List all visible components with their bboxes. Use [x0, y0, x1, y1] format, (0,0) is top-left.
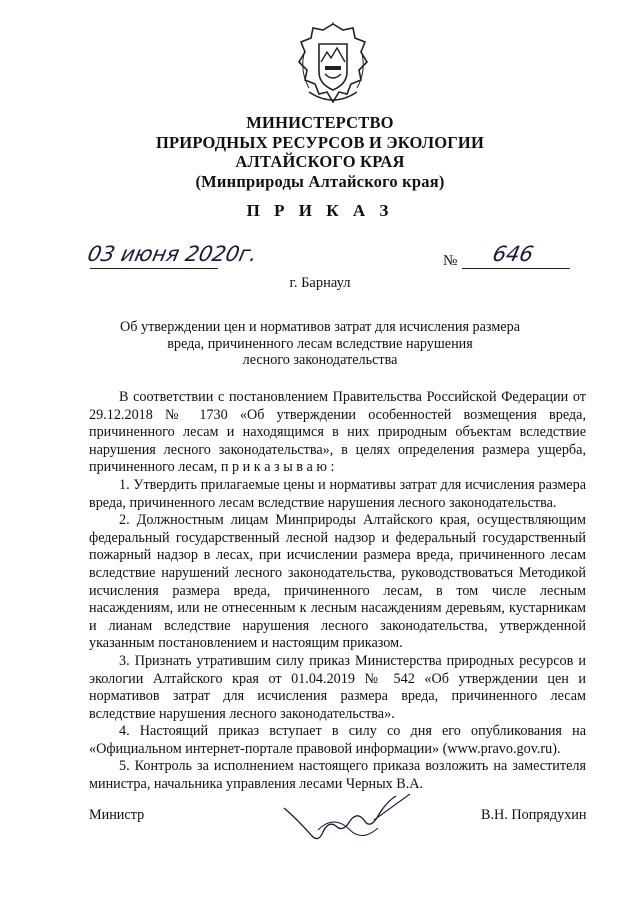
preamble-paragraph: В соответствии с постановлением Правительства Российской Федерации от 29.12.2018 № 1730 «Об утверждении особенностей возмещения вреда, причиненного лесам и находящимся в них природным объектам вследствие нарушения лесного законодательства», в целях определения размера ущерба, причиненного лесам, п р и к а з ы в а ю : — [89, 389, 586, 476]
header-line-resources: ПРИРОДНЫХ РЕСУРСОВ И ЭКОЛОГИИ — [155, 132, 485, 152]
order-body — [89, 389, 586, 794]
number-label: № — [443, 253, 458, 269]
handwritten-date: 03 июня 2020г. — [85, 242, 260, 266]
coat-of-arms-emblem — [295, 22, 371, 108]
signatory-name: В.Н. Попрядухин — [481, 807, 587, 823]
item-1-paragraph: 1. Утвердить прилагаемые цены и нормативы затрат для исчисления размера вреда, причиненного лесам вследствие нарушения лесного законодательства. — [89, 476, 586, 511]
city-label: г. Барнаул — [289, 275, 351, 291]
order-title: П Р И К А З — [246, 201, 394, 220]
item-2-paragraph: 2. Должностным лицам Минприроды Алтайского края, осуществляющим федеральный государственный лесной надзор и федеральный государственный пожарный надзор в лесах, при исчислении размера вреда, причиненного лесам вследствие нарушений лесного законодательства, руководствоваться Методикой исчисления размера вреда, причиненного лесам, в том числе лесным насаждениям, или не отнесенным к лесным насаждениям деревьям, кустарникам и лианам вследствие нарушения лесного законодательства, утвержденной указанным постановлением и настоящим приказом. — [89, 512, 586, 652]
item-3-paragraph: 3. Признать утратившим силу приказ Министерства природных ресурсов и экологии Алтайского края от 01.04.2019 № 542 «Об утверждении цен и нормативов затрат для исчисления размера вреда, причиненного лесам вследствие нарушения лесного законодательства». — [89, 652, 586, 722]
ministry-header — [0, 113, 640, 191]
header-line-region: АЛТАЙСКОГО КРАЯ — [235, 152, 405, 171]
header-line-ministry: МИНИСТЕРСТВО — [246, 113, 394, 132]
item-5-paragraph: 5. Контроль за исполнением настоящего приказа возложить на заместителя министра, начальника управления лесами Черных В.А. — [89, 758, 586, 793]
item-4-paragraph: 4. Настоящий приказ вступает в силу со дня его опубликования на «Официальном интернет-портале правовой информации» (www.pravo.gov.ru). — [89, 723, 586, 757]
handwritten-number: 646 — [490, 242, 536, 266]
subject-line-1: Об утверждении цен и нормативов затрат для исчисления размера — [119, 319, 520, 335]
order-subject — [0, 319, 640, 369]
handwritten-signature — [278, 790, 418, 850]
signatory-title: Министр — [89, 807, 145, 823]
date-underline — [90, 268, 218, 269]
subject-line-3: лесного законодательства — [242, 352, 398, 368]
number-underline — [462, 268, 570, 269]
header-line-short-name: (Минприроды Алтайского края) — [195, 171, 445, 191]
subject-line-2: вреда, причиненного лесам вследствие нарушения — [167, 335, 473, 352]
